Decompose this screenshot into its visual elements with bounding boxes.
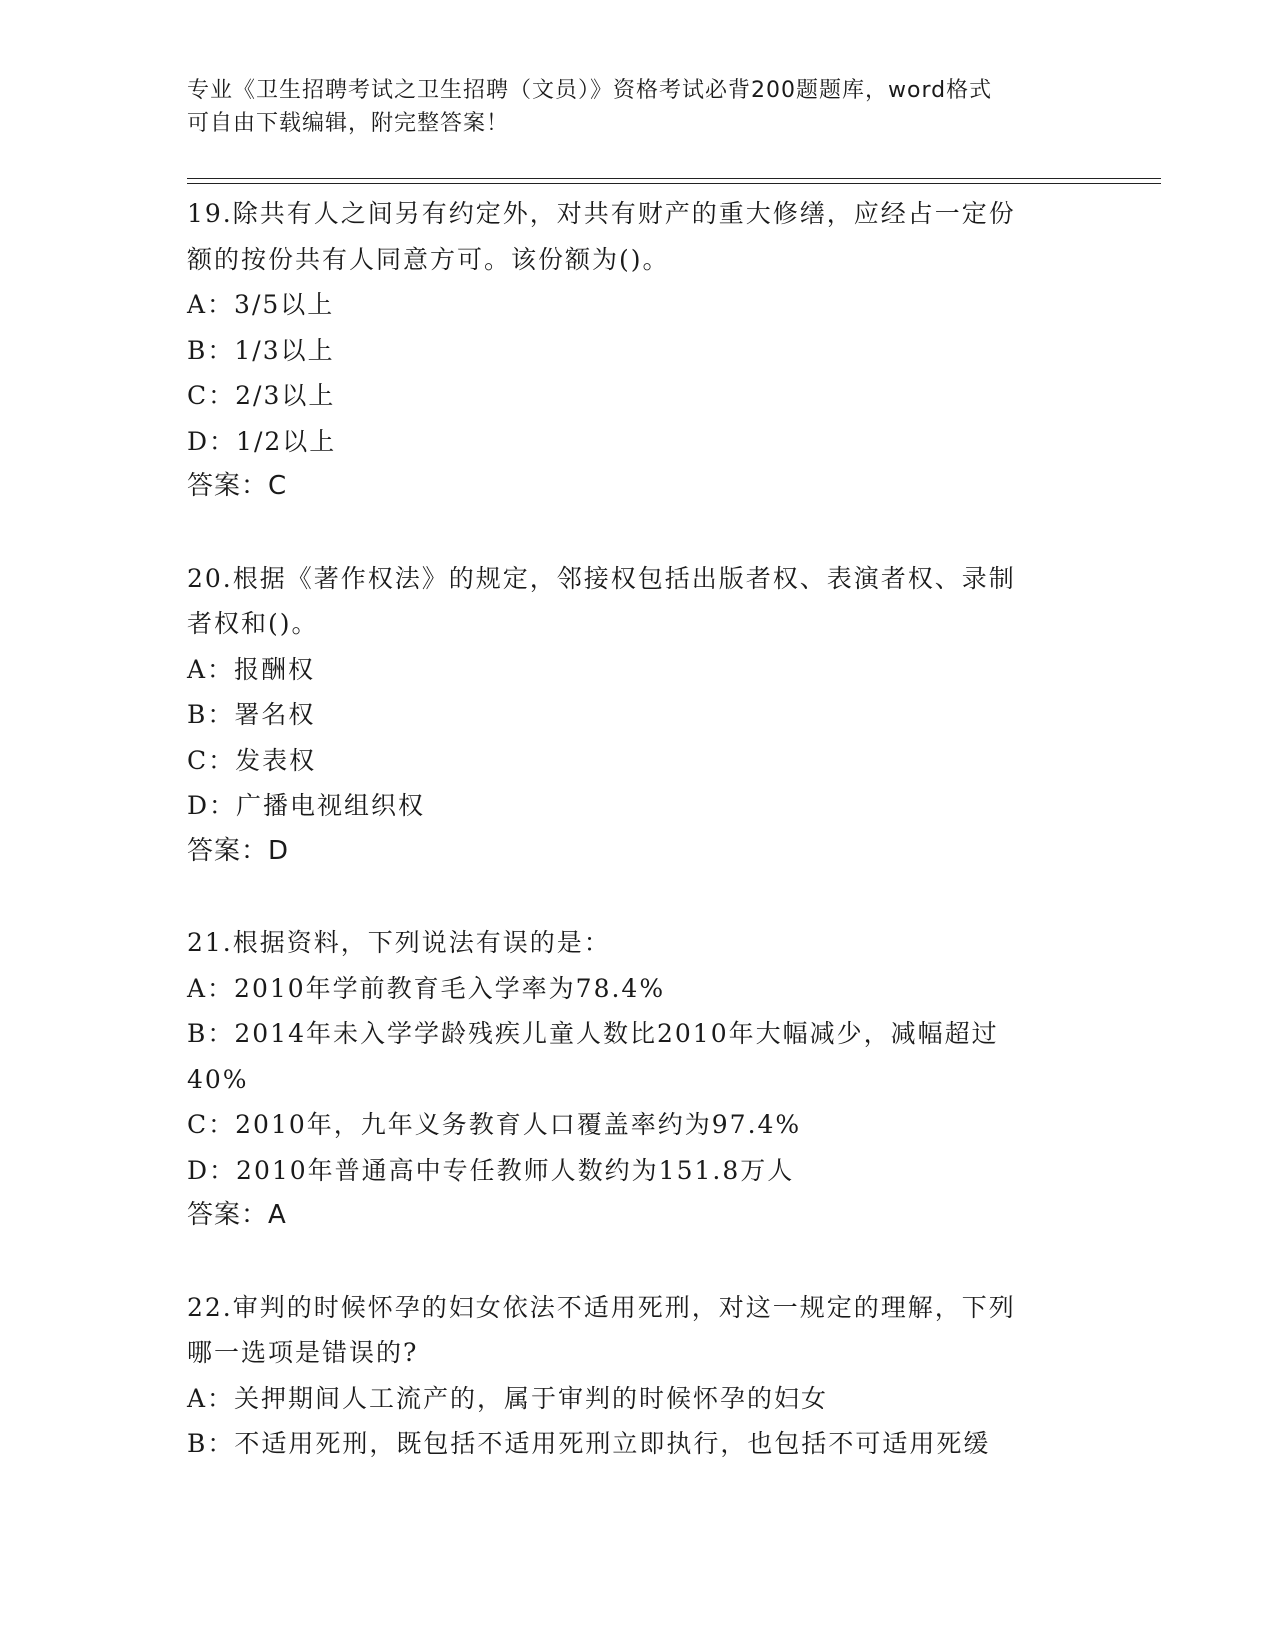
question-stem: 哪一选项是错误的? — [187, 1338, 419, 1367]
question-20 — [187, 556, 1087, 875]
option-c: C：2010年，九年义务教育人口覆盖率约为97.4% — [187, 1110, 802, 1139]
document-header — [187, 74, 1087, 140]
question-stem: 者权和()。 — [187, 609, 319, 638]
answer-key: 答案：A — [187, 1200, 287, 1230]
option-b: B：不适用死刑，既包括不适用死刑立即执行，也包括不可适用死缓 — [187, 1429, 991, 1458]
question-19 — [187, 191, 1087, 510]
header-line-1: 专业《卫生招聘考试之卫生招聘（文员）》资格考试必背200题题库，word格式 — [187, 78, 993, 103]
option-b-continued: 40% — [187, 1064, 249, 1094]
option-c: C：发表权 — [187, 745, 317, 775]
option-d: D：1/2以上 — [187, 426, 337, 456]
option-d: D：2010年普通高中专任教师人数约为151.8万人 — [187, 1155, 795, 1185]
option-a: A：3/5以上 — [187, 290, 335, 319]
option-b: B：署名权 — [187, 700, 316, 729]
option-c: C：2/3以上 — [187, 381, 336, 410]
option-a: A：2010年学前教育毛入学率为78.4% — [187, 973, 666, 1003]
question-21 — [187, 920, 1087, 1239]
option-b: B：1/3以上 — [187, 335, 335, 365]
question-stem: 额的按份共有人同意方可。该份额为()。 — [187, 244, 670, 274]
header-divider-bottom — [187, 183, 1161, 184]
question-stem: 21.根据资料，下列说法有误的是： — [187, 928, 611, 957]
question-stem: 19.除共有人之间另有约定外，对共有财产的重大修缮，应经占一定份 — [187, 199, 1016, 228]
header-line-2: 可自由下载编辑，附完整答案！ — [187, 111, 510, 136]
option-a: A：报酬权 — [187, 654, 316, 684]
question-stem: 22.审判的时候怀孕的妇女依法不适用死刑，对这一规定的理解，下列 — [187, 1292, 1016, 1322]
answer-key: 答案：D — [187, 835, 290, 866]
option-b: B：2014年未入学学龄残疾儿童人数比2010年大幅减少，减幅超过 — [187, 1019, 999, 1048]
option-a: A：关押期间人工流产的，属于审判的时候怀孕的妇女 — [187, 1383, 829, 1413]
question-stem: 20.根据《著作权法》的规定，邻接权包括出版者权、表演者权、录制 — [187, 563, 1016, 593]
header-divider-top — [187, 178, 1161, 179]
option-d: D：广播电视组织权 — [187, 791, 426, 820]
answer-key: 答案：C — [187, 471, 288, 501]
question-22 — [187, 1285, 1087, 1467]
question-list — [187, 191, 1087, 1513]
